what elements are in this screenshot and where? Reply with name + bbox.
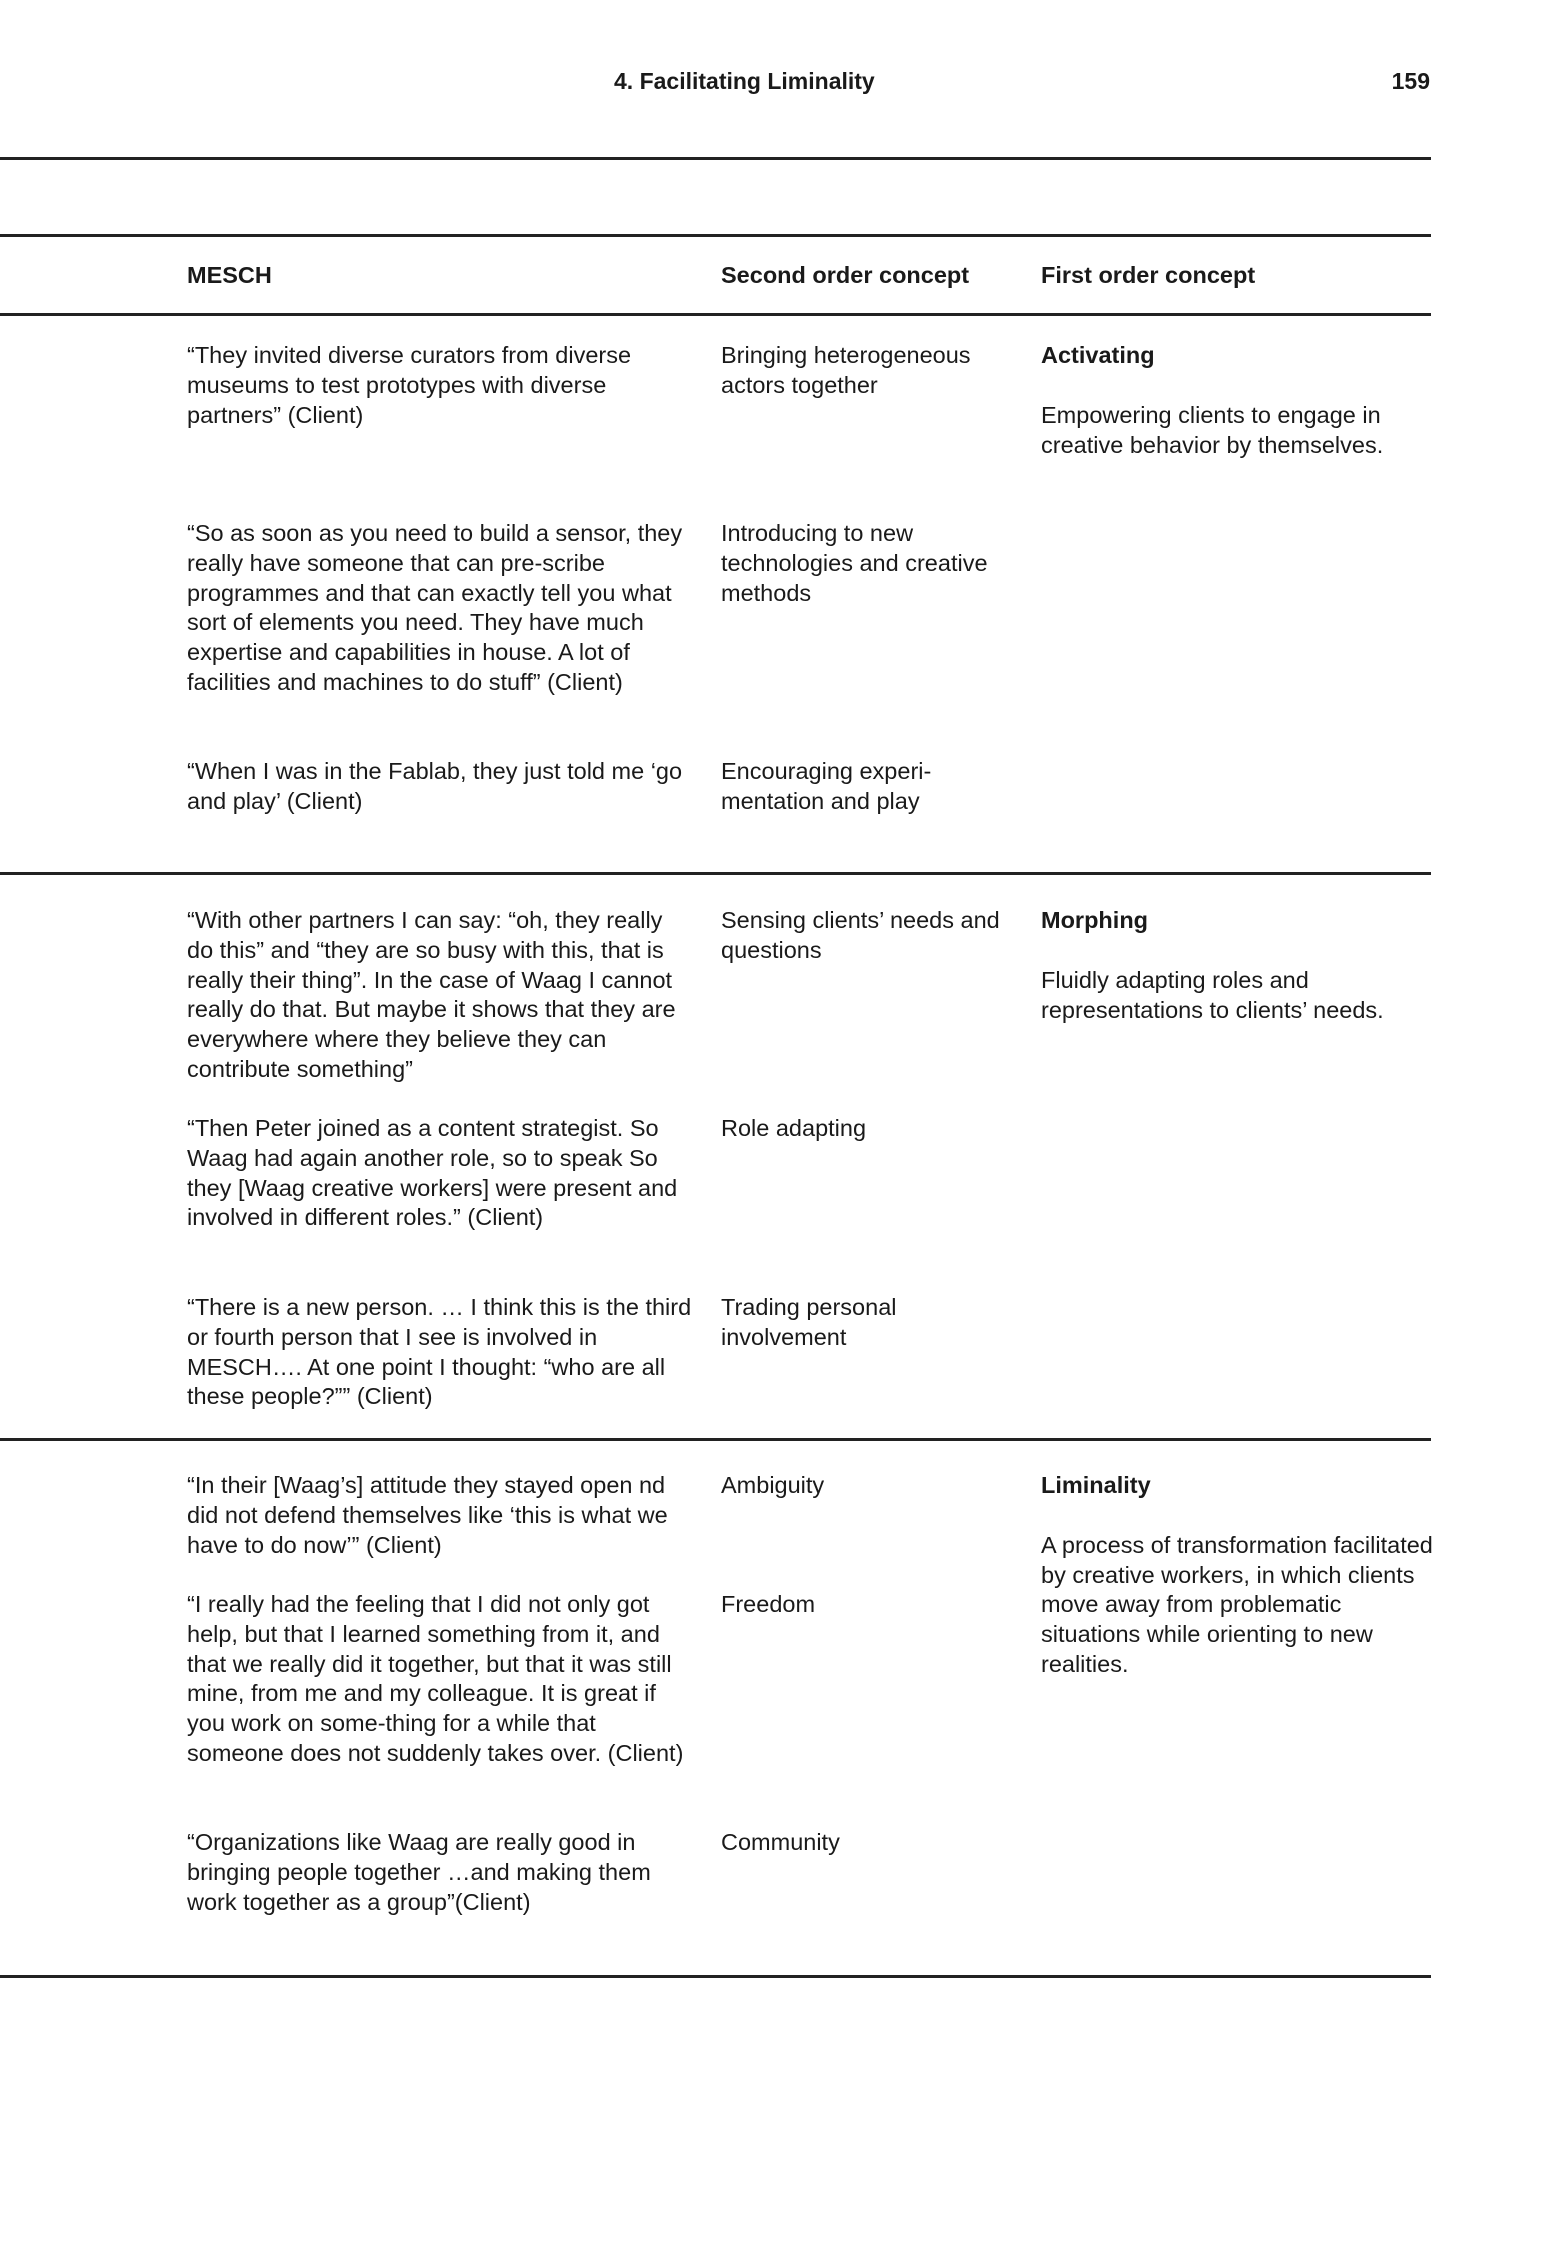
first-order-description: A process of transformation facilitated by creative workers, in which clients move away from problematic situations while orienting to new realities. (1041, 1531, 1433, 1677)
second-order-cell: Encouraging experi-mentation and play (721, 758, 932, 814)
column-header-second-order: Second order concept (721, 262, 970, 288)
quote-cell: “There is a new person. … I think this is the third or fourth person that I see is involved in MESCH…. At one point I thought: “who are all these people?”” (Client) (187, 1294, 692, 1410)
first-order-description: Empowering clients to engage in creative behavior by themselves. (1041, 401, 1384, 458)
second-order-cell: Freedom (721, 1591, 816, 1617)
quote-cell: “Organizations like Waag are really good in bringing people together …and making them work together as a group”(Client) (187, 1829, 651, 1915)
second-order-cell: Bringing heterogeneous actors together (721, 342, 971, 398)
first-order-cell (1041, 341, 1436, 460)
quote-cell: “They invited diverse curators from diverse museums to test prototypes with diverse partners” (Client) (187, 342, 632, 428)
first-order-title: Activating (1041, 342, 1155, 368)
quote-cell: “I really had the feeling that I did not only got help, but that I learned something from it, and that we really did it together, but that it was still mine, from me and my colleague. It is great if you work on some-thing for a while that someone does not suddenly takes over. (Client) (187, 1591, 684, 1766)
running-header (0, 68, 1430, 108)
first-order-cell (1041, 906, 1436, 1025)
second-order-cell: Sensing clients’ needs and questions (721, 907, 1000, 963)
page-number: 159 (1391, 68, 1430, 94)
group-divider-rule (0, 1438, 1431, 1441)
first-order-description: Fluidly adapting roles and representations to clients’ needs. (1041, 966, 1384, 1023)
table-bottom-rule (0, 1975, 1431, 1978)
quote-cell: “So as soon as you need to build a sensor, they really have someone that can pre-scribe programmes and that can exactly tell you what sort of elements you need. They have much expertise and capabilities in house. A lot of facilities and machines to do stuff” (Client) (187, 520, 683, 695)
quote-cell: “Then Peter joined as a content strategist. So Waag had again another role, so to speak So they [Waag creative workers] were present and involved in different roles.” (Client) (187, 1115, 678, 1231)
first-order-title: Liminality (1041, 1472, 1151, 1498)
quote-cell: “With other partners I can say: “oh, they really do this” and “they are so busy with this, that is really their thing”. In the case of Waag I cannot really do that. But maybe it shows that they are everywhere where they believe they can contribute something” (187, 907, 676, 1082)
quote-cell: “When I was in the Fablab, they just told me ‘go and play’ (Client) (187, 758, 683, 814)
first-order-title: Morphing (1041, 907, 1149, 933)
column-header-first-order: First order concept (1041, 262, 1256, 288)
second-order-cell: Role adapting (721, 1115, 867, 1141)
first-order-cell (1041, 1471, 1436, 1680)
second-order-cell: Community (721, 1829, 840, 1855)
quote-cell: “In their [Waag’s] attitude they stayed open nd did not defend themselves like ‘this is what we have to do now’” (Client) (187, 1472, 668, 1558)
table-top-rule (0, 234, 1431, 237)
column-header-mesch: MESCH (187, 262, 272, 288)
group-divider-rule (0, 872, 1431, 875)
second-order-cell: Trading personal involvement (721, 1294, 897, 1350)
second-order-cell: Ambiguity (721, 1472, 825, 1498)
second-order-cell: Introducing to new technologies and creative methods (721, 520, 988, 606)
header-rule (0, 157, 1431, 160)
chapter-title: 4. Facilitating Liminality (614, 68, 875, 94)
table-header-rule (0, 313, 1431, 316)
